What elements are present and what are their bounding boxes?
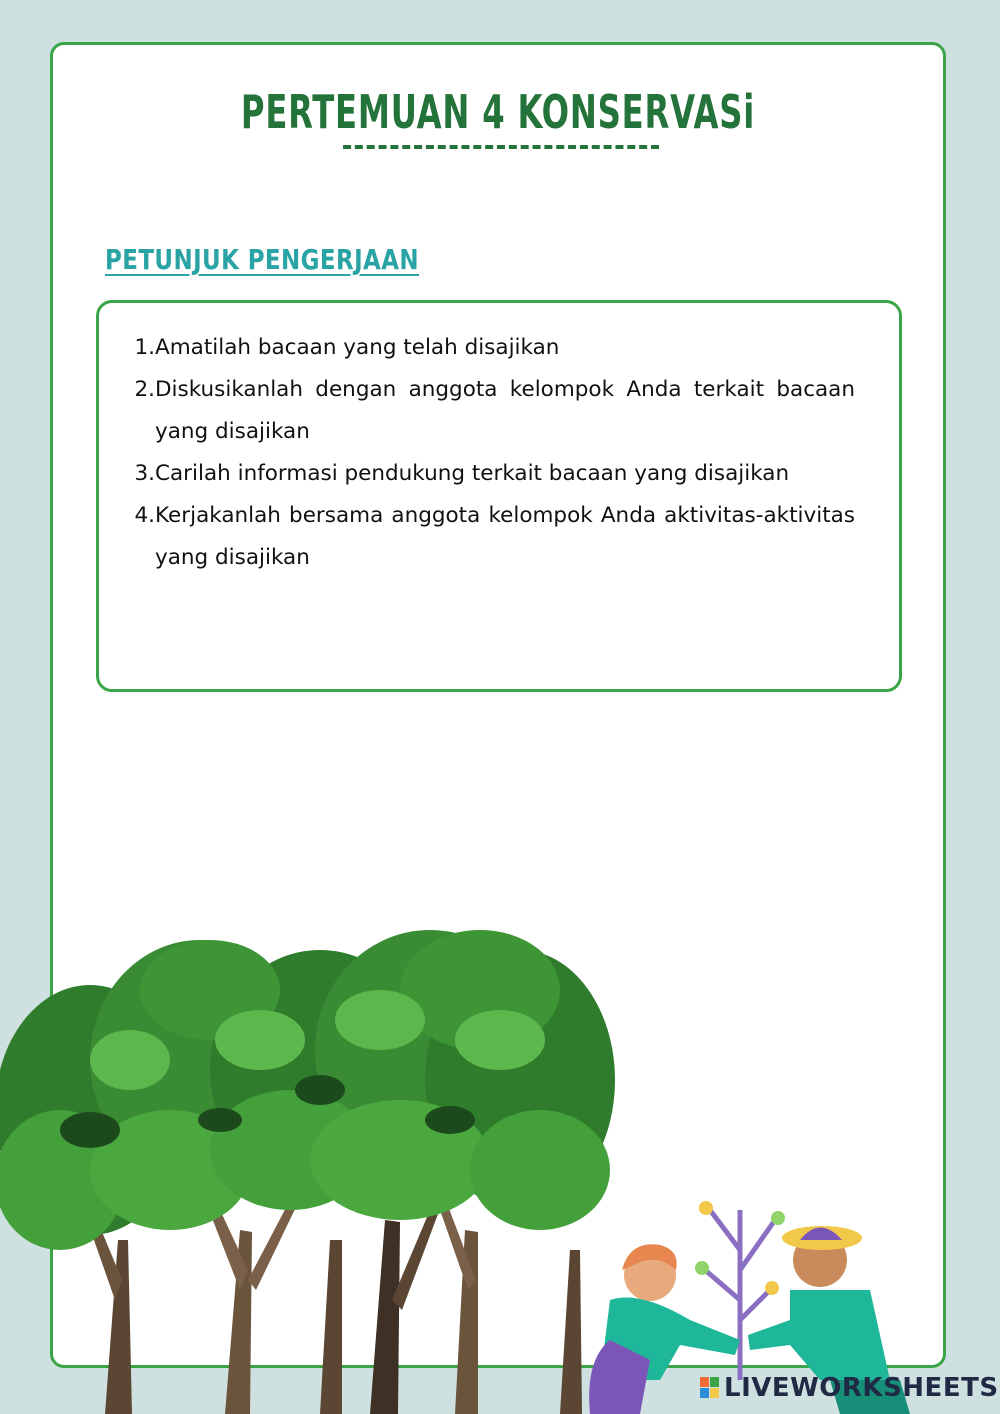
step-number: 3.	[134, 461, 155, 486]
step-text: Diskusikanlah dengan anggota kelompok Anda terkait bacaan yang disajikan	[155, 377, 855, 444]
step-number: 1.	[134, 335, 155, 360]
liveworksheets-logo-icon	[700, 1375, 720, 1401]
step-text: Kerjakanlah bersama anggota kelompok Anda aktivitas-aktivitas yang disajikan	[155, 503, 855, 570]
step-text: Amatilah bacaan yang telah disajikan	[155, 335, 560, 360]
instructions-heading: PETUNJUK PENGERJAAN	[105, 243, 420, 276]
tree-canopy	[0, 930, 615, 1250]
step-text: Carilah informasi pendukung terkait bacaan yang disajikan	[155, 461, 790, 486]
liveworksheets-logo[interactable]	[700, 1373, 999, 1403]
step-number: 4.	[134, 503, 155, 528]
page-title: PERTEMUAN 4 KONSERVASi	[240, 85, 756, 139]
step-number: 2.	[134, 377, 155, 402]
liveworksheets-wordmark: LIVEWORKSHEETS	[724, 1373, 999, 1403]
tree-trunks	[80, 1197, 582, 1414]
